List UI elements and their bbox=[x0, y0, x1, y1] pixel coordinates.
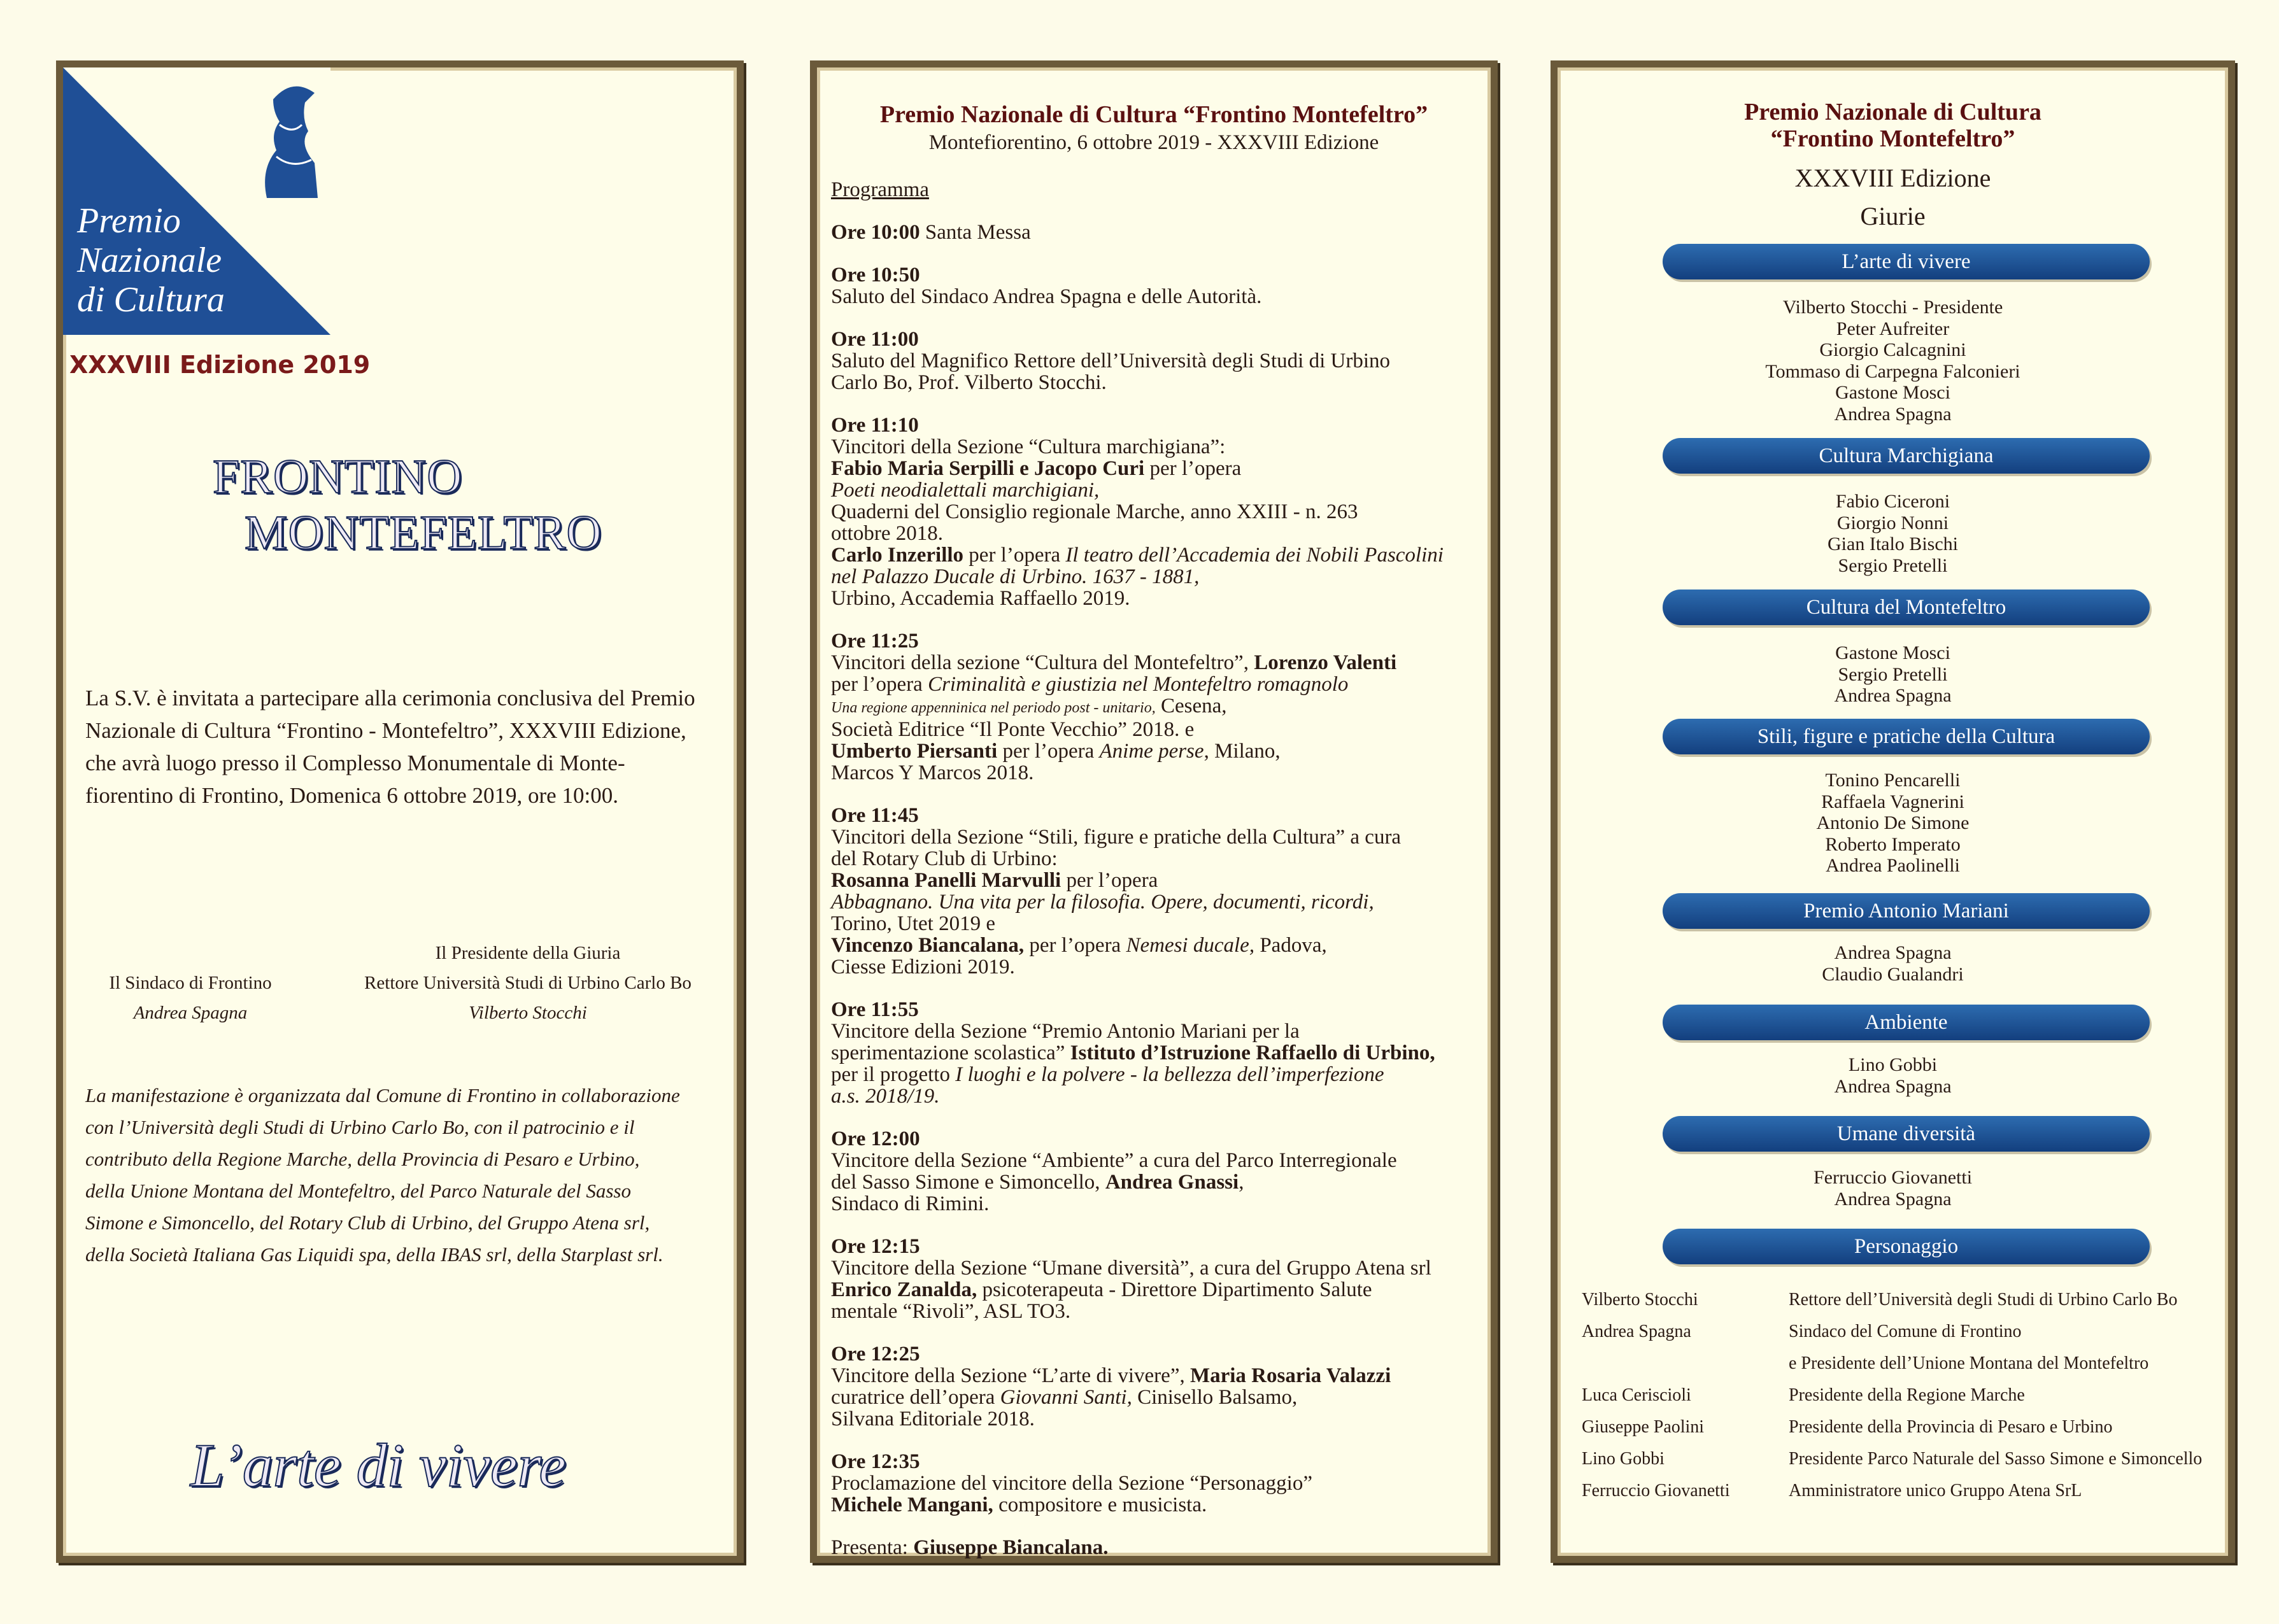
jury-banner-cultura-marchigiana: Cultura Marchigiana bbox=[1663, 438, 2150, 474]
program-subtitle: Montefiorentino, 6 ottobre 2019 - XXXVIII Edizione bbox=[928, 131, 1379, 154]
title-line-2: MONTEFELTRO bbox=[245, 506, 602, 560]
juries-title-1: Premio Nazionale di Cultura bbox=[1744, 99, 2041, 125]
jury-row: Giuseppe Paolini Presidente della Provincia di Pesaro e Urbino bbox=[1582, 1417, 2113, 1437]
program-item: Ore 12:00 Vincitore della Sezione “Ambiente” a cura del Parco Interregionale del Sasso Simone e Simoncello, Andrea Gnassi, Sindaco di Rimini. bbox=[831, 1127, 1397, 1215]
program-panel bbox=[810, 60, 1498, 1563]
program-title: Premio Nazionale di Cultura “Frontino Montefeltro” bbox=[879, 101, 1428, 128]
program-item: Ore 12:25 Vincitore della Sezione “L’arte di vivere”, Maria Rosaria Valazzi curatrice dell’opera Giovanni Santi, Cinisello Balsamo, Silvana Editoriale 2018. bbox=[831, 1343, 1391, 1430]
presenter-line: Presenta: Giuseppe Biancalana. bbox=[831, 1536, 1109, 1559]
juries-edition: XXXVIII Edizione bbox=[1794, 164, 1991, 192]
invitation-text: La S.V. è invitata a partecipare alla cerimonia conclusiva del Premio Nazionale di Cultura “Frontino - Montefeltro”, XXXVIII Edizione, che avrà luogo presso il Complesso Monumentale di Monte- fiorentino di Frontino, Domenica 6 ottobre 2019, ore 10:00. bbox=[85, 686, 695, 808]
program-item: Ore 11:45 Vincitori della Sezione “Stili, figure e pratiche della Cultura” a cura del Rotary Club di Urbino: Rosanna Panelli Marvulli per l’opera Abbagnano. Una vita per la filosofia. Opere, documenti, ricordi, Torino, Utet 2019 e Vincenzo Biancalana, per l’opera Nemesi ducale, Padova, Ciesse Edizioni 2019. bbox=[831, 804, 1402, 978]
program-item: Ore 11:25 Vincitori della sezione “Cultura del Montefeltro”, Lorenzo Valenti per l’opera Criminalità e giustizia nel Montefeltro romagnolo Una regione appenninica nel periodo post - unitario, Cesena, Società Editrice “Il Ponte Vecchio” 2018. e Umberto Piersanti per l’opera Anime perse, Milano, Marcos Y Marcos 2018. bbox=[831, 630, 1397, 784]
juries-title-2: “Frontino Montefeltro” bbox=[1770, 125, 2015, 152]
jury-banner-ambiente: Ambiente bbox=[1663, 1005, 2150, 1040]
juries-panel bbox=[1551, 60, 2235, 1563]
jury-banner-personaggio: Personaggio bbox=[1663, 1229, 2150, 1264]
program-item: Ore 12:15 Vincitore della Sezione “Umane diversità”, a cura del Gruppo Atena srl Enrico Zanalda, psicoterapeuta - Direttore Dipartimento Salute mentale “Rivoli”, ASL TO3. bbox=[831, 1235, 1431, 1323]
jury-row: Ferruccio Giovanetti Amministratore unico Gruppo Atena SrL bbox=[1582, 1481, 2082, 1500]
jury-banner-cultura-montefeltro: Cultura del Montefeltro bbox=[1663, 590, 2150, 625]
jury-members: Fabio Ciceroni Giorgio Nonni Gian Italo Bischi Sergio Pretelli bbox=[1828, 491, 1958, 576]
jury-banner-arte-di-vivere: L’arte di vivere bbox=[1663, 244, 2150, 279]
program-item: Ore 11:00 Saluto del Magnifico Rettore dell’Università degli Studi di Urbino Carlo Bo, Prof. Vilberto Stocchi. bbox=[831, 328, 1391, 394]
program-item: Ore 12:35 Proclamazione del vincitore della Sezione “Personaggio” Michele Mangani, compositore e musicista. bbox=[831, 1450, 1312, 1516]
jury-members: Gastone Mosci Sergio Pretelli Andrea Spagna bbox=[1834, 642, 1952, 706]
personaggio-jury-table bbox=[1582, 1290, 2225, 1513]
jury-row: Andrea Spagna Sindaco del Comune di Frontino bbox=[1582, 1322, 2022, 1341]
signature-jury-president: Il Presidente della Giuria Rettore Università Studi di Urbino Carlo Bo Vilberto Stocchi bbox=[364, 943, 692, 1023]
jury-members: Lino Gobbi Andrea Spagna bbox=[1834, 1054, 1952, 1097]
title-line-1: FRONTINO bbox=[213, 450, 463, 504]
jury-row: Luca Ceriscioli Presidente della Regione Marche bbox=[1582, 1385, 2025, 1405]
logo-text: Premio Nazionale di Cultura bbox=[77, 201, 225, 320]
motto-title: L’arte di vivere bbox=[190, 1431, 567, 1499]
jury-row: Vilberto Stocchi Rettore dell’Università degli Studi di Urbino Carlo Bo bbox=[1582, 1290, 2178, 1310]
signature-mayor: Il Sindaco di Frontino Andrea Spagna bbox=[109, 973, 272, 1023]
jury-banner-umane-diversita: Umane diversità bbox=[1663, 1116, 2150, 1152]
premio-logo bbox=[63, 67, 330, 335]
juries-label: Giurie bbox=[1860, 202, 1926, 230]
program-item: Ore 11:55 Vincitore della Sezione “Premio Antonio Mariani per la sperimentazione scolastica” Istituto d’Istruzione Raffaello di Urbino, per il progetto I luoghi e la polvere - la bellezza dell’imperfezione a.s. 2018/19. bbox=[831, 998, 1435, 1108]
invitation-panel bbox=[56, 60, 744, 1563]
jury-members: Andrea Spagna Claudio Gualandri bbox=[1822, 942, 1964, 985]
jury-banner-stili-figure: Stili, figure e pratiche della Cultura bbox=[1663, 719, 2150, 754]
program-list bbox=[831, 179, 1496, 1558]
program-item: Ore 11:10 Vincitori della Sezione “Cultura marchigiana”: Fabio Maria Serpilli e Jacopo Curi per l’opera Poeti neodialettali marchigiani, Quaderni del Consiglio regionale Marche, anno XXIII - n. 263 ottobre 2018. Carlo Inzerillo per l’opera Il teatro dell’Accademia dei Nobili Pascolini nel Palazzo Ducale di Urbino. 1637 - 1881, Urbino, Accademia Raffaello 2019. bbox=[831, 414, 1444, 610]
jury-members: Vilberto Stocchi - Presidente Peter Aufreiter Giorgio Calcagnini Tommaso di Carpegna Falconieri Gastone Mosci Andrea Spagna bbox=[1765, 297, 2020, 425]
jury-row: Lino Gobbi Presidente Parco Naturale del Sasso Simone e Simoncello bbox=[1582, 1449, 2203, 1469]
jury-banner-premio-mariani: Premio Antonio Mariani bbox=[1663, 893, 2150, 929]
jury-members: Tonino Pencarelli Raffaela Vagnerini Antonio De Simone Roberto Imperato Andrea Paolinelli bbox=[1816, 770, 1970, 876]
edition-label: XXXVIII Edizione 2019 bbox=[69, 351, 371, 379]
program-label: Programma bbox=[831, 178, 929, 201]
program-item: Ore 10:00 Santa Messa bbox=[831, 221, 1031, 244]
jury-members: Ferruccio Giovanetti Andrea Spagna bbox=[1813, 1167, 1973, 1210]
jury-row: e Presidente dell’Unione Montana del Montefeltro bbox=[1789, 1353, 2149, 1373]
organizers-text: La manifestazione è organizzata dal Comune di Frontino in collaborazione con l’Università degli Studi di Urbino Carlo Bo, con il patrocinio e il contributo della Regione Marche, della Provincia di Pesaro e Urbino, della Unione Montana del Montefeltro, del Parco Naturale del Sasso Simone e Simoncello, del Rotary Club di Urbino, del Gruppo Atena srl, della Società Italiana Gas Liquidi spa, della IBAS srl, della Starplast srl. bbox=[85, 1084, 680, 1266]
knight-portrait-icon bbox=[254, 74, 324, 201]
program-item: Ore 10:50 Saluto del Sindaco Andrea Spagna e delle Autorità. bbox=[831, 264, 1262, 308]
